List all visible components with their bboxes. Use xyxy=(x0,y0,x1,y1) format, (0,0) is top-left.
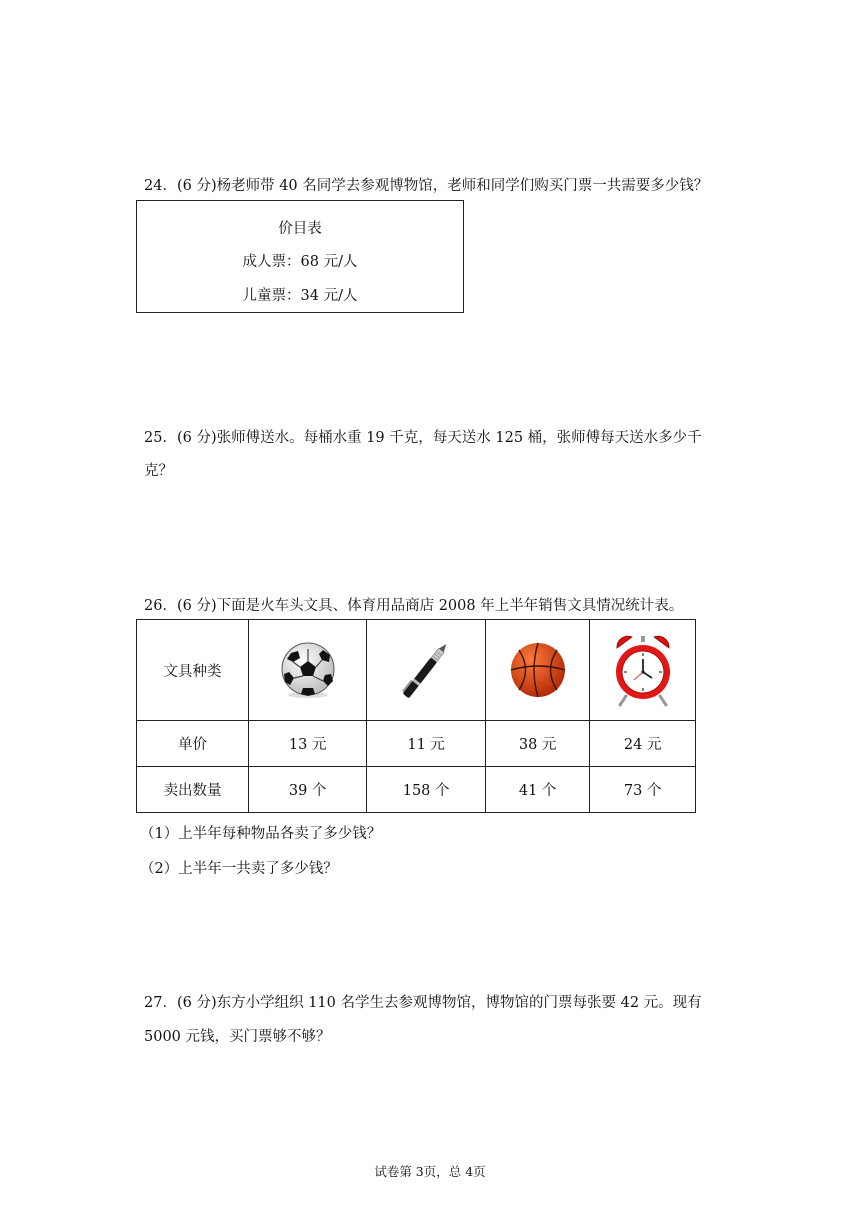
quantity-label-cell: 卖出数量 xyxy=(137,767,249,813)
table-row xyxy=(137,620,696,721)
pen-icon xyxy=(389,633,463,707)
price-cell: 24 元 xyxy=(590,721,696,767)
item-image-cell xyxy=(485,620,590,721)
price-cell: 38 元 xyxy=(485,721,590,767)
basketball-icon xyxy=(508,640,568,700)
question-24-text: 24．(6 分)杨老师带 40 名同学去参观博物馆，老师和同学们购买门票一共需要多少钱？ xyxy=(144,178,709,194)
question-25-line2: 克？ xyxy=(144,463,173,479)
price-cell: 11 元 xyxy=(367,721,486,767)
child-ticket-price: 儿童票：34 元/人 xyxy=(242,288,358,304)
soccer-ball-icon xyxy=(279,641,337,699)
quantity-cell: 73 个 xyxy=(590,767,696,813)
header-label-cell: 文具种类 xyxy=(137,620,249,721)
item-image-cell xyxy=(590,620,696,721)
question-25-line1: 25．(6 分)张师傅送水。每桶水重 19 千克，每天送水 125 桶，张师傅每天送水多少千 xyxy=(144,430,702,446)
item-image-cell xyxy=(248,620,366,721)
question-26-sub1: （1）上半年每种物品各卖了多少钱？ xyxy=(140,826,382,842)
question-26-text: 26．(6 分)下面是火车头文具、体育用品商店 2008 年上半年销售文具情况统计表。 xyxy=(144,598,684,614)
alarm-clock-icon xyxy=(612,632,674,708)
page-footer: 试卷第 3页，总 4页 xyxy=(374,1164,486,1179)
price-list-title: 价目表 xyxy=(278,221,322,237)
price-label-cell: 单价 xyxy=(137,721,249,767)
quantity-cell: 39 个 xyxy=(248,767,366,813)
price-cell: 13 元 xyxy=(248,721,366,767)
question-27-line2: 5000 元钱，买门票够不够？ xyxy=(144,1029,331,1045)
adult-ticket-price: 成人票：68 元/人 xyxy=(242,254,358,270)
question-27-line1: 27．(6 分)东方小学组织 110 名学生去参观博物馆，博物馆的门票每张要 42 元。现有 xyxy=(144,995,702,1011)
table-row xyxy=(137,721,696,767)
question-26-sub2: （2）上半年一共卖了多少钱？ xyxy=(140,861,338,877)
quantity-cell: 158 个 xyxy=(367,767,486,813)
price-list-box xyxy=(136,200,464,313)
table-row xyxy=(137,767,696,813)
quantity-cell: 41 个 xyxy=(485,767,590,813)
sales-statistics-table xyxy=(136,619,696,813)
item-image-cell xyxy=(367,620,486,721)
